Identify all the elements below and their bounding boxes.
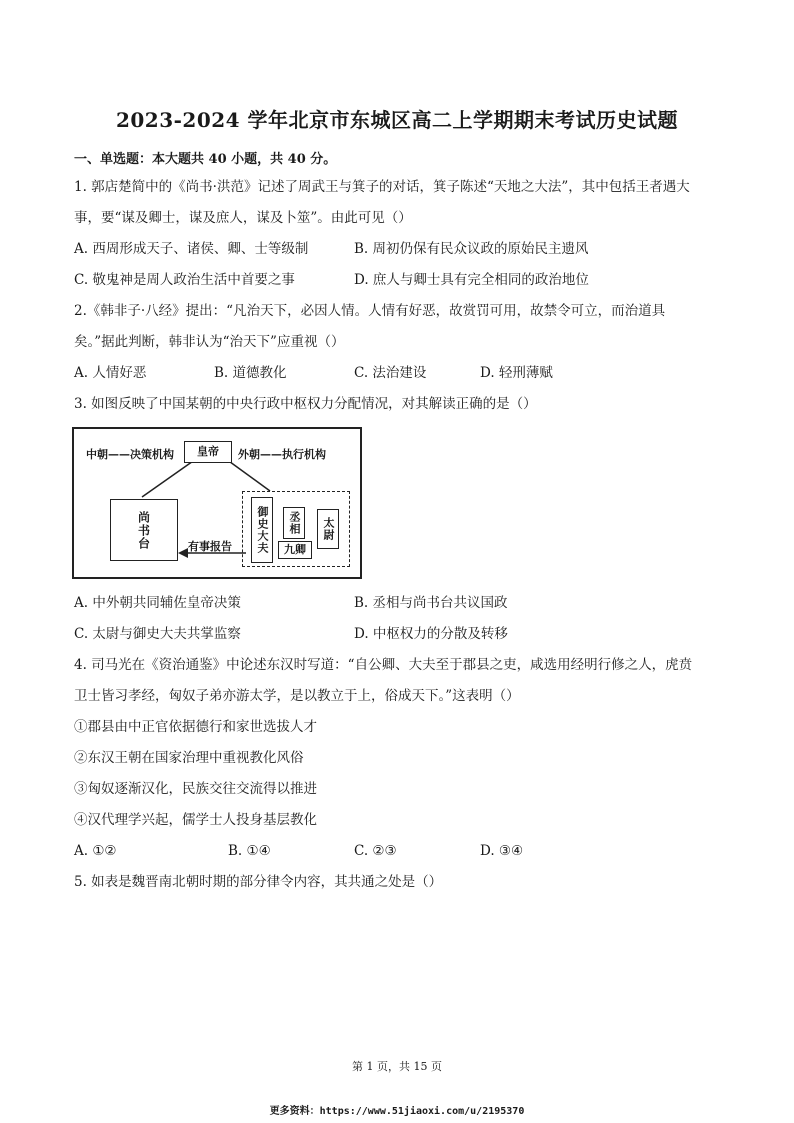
q4-stem-line2: 卫士皆习孝经，匈奴子弟亦游太学，是以教立于上，俗成天下。”这表明（） xyxy=(74,688,520,704)
section-heading: 一、单选题：本大题共 40 小题，共 40 分。 xyxy=(74,152,337,167)
q4-statement-3: ③匈奴逐渐汉化，民族交往交流得以推进 xyxy=(74,781,317,797)
q4-stem-line1: 4. 司马光在《资治通鉴》中论述东汉时写道：“自公卿、大夫至于郡县之吏，咸选用经明行修之人，虎贲 xyxy=(74,657,693,673)
q1-stem-line1: 1. 郭店楚简中的《尚书·洪范》记述了周武王与箕子的对话，箕子陈述“天地之大法”，其中包括王者遇大 xyxy=(74,179,690,195)
outer-court-label: 外朝——执行机构 xyxy=(238,448,326,461)
q3-option-a: A. 中外朝共同辅佐皇帝决策 xyxy=(74,595,241,611)
q1-option-c: C. 敬鬼神是周人政治生活中首要之事 xyxy=(74,272,295,288)
q2-option-a: A. 人情好恶 xyxy=(74,365,147,381)
q4-option-a: A. ①② xyxy=(74,843,117,859)
q2-option-b: B. 道德教化 xyxy=(214,365,287,381)
q4-option-d: D. ③④ xyxy=(480,843,524,859)
q1-option-d: D. 庶人与卿士具有完全相同的政治地位 xyxy=(354,272,589,288)
q3-option-c: C. 太尉与御史大夫共掌监察 xyxy=(74,626,241,642)
more-resources-link[interactable]: 更多资料：https://www.51jiaoxi.com/u/2195370 xyxy=(269,1106,525,1117)
q1-stem-line2: 事，要“谋及卿士，谋及庶人，谋及卜筮”。由此可见（） xyxy=(74,210,412,226)
q2-option-c: C. 法治建设 xyxy=(354,365,427,381)
report-label: 有事报告 xyxy=(188,540,232,553)
q4-statement-4: ④汉代理学兴起，儒学士人投身基层教化 xyxy=(74,812,317,828)
q2-stem-line2: 矣。”据此判断，韩非认为“治天下”应重视（） xyxy=(74,334,345,350)
q1-option-a: A. 西周形成天子、诸侯、卿、士等级制 xyxy=(74,241,309,257)
taiwei-box: 太尉 xyxy=(317,509,339,549)
q3-option-b: B. 丞相与尚书台共议国政 xyxy=(354,595,508,611)
q2-stem-line1: 2.《韩非子·八经》提出：“凡治天下，必因人情。人情有好恶，故赏罚可用，故禁令可立，而治道具 xyxy=(74,303,666,319)
q5-stem: 5. 如表是魏晋南北朝时期的部分律令内容，其共通之处是（） xyxy=(74,874,443,890)
q1-option-b: B. 周初仍保有民众议政的原始民主遗风 xyxy=(354,241,589,257)
jiuqing-box: 九卿 xyxy=(278,541,312,559)
q4-statement-1: ①郡县由中正官依据德行和家世选拔人才 xyxy=(74,719,317,735)
yushi-dafu-box: 御史大夫 xyxy=(251,497,273,563)
emperor-box: 皇帝 xyxy=(184,441,232,463)
power-structure-diagram xyxy=(72,427,362,579)
page-title: 2023-2024 学年北京市东城区高二上学期期末考试历史试题 xyxy=(115,108,679,132)
q2-option-d: D. 轻刑薄赋 xyxy=(480,365,553,381)
page-number: 第 1 页，共 15 页 xyxy=(352,1060,442,1073)
q4-statement-2: ②东汉王朝在国家治理中重视教化风俗 xyxy=(74,750,304,766)
shangshutai-box: 尚书台 xyxy=(110,499,178,561)
inner-court-label: 中朝——决策机构 xyxy=(86,448,174,461)
q3-option-d: D. 中枢权力的分散及转移 xyxy=(354,626,508,642)
q4-option-b: B. ①④ xyxy=(228,843,271,859)
chengxiang-box: 丞相 xyxy=(283,507,305,539)
q4-option-c: C. ②③ xyxy=(354,843,397,859)
q3-stem: 3. 如图反映了中国某朝的中央行政中枢权力分配情况，对其解读正确的是（） xyxy=(74,396,537,412)
